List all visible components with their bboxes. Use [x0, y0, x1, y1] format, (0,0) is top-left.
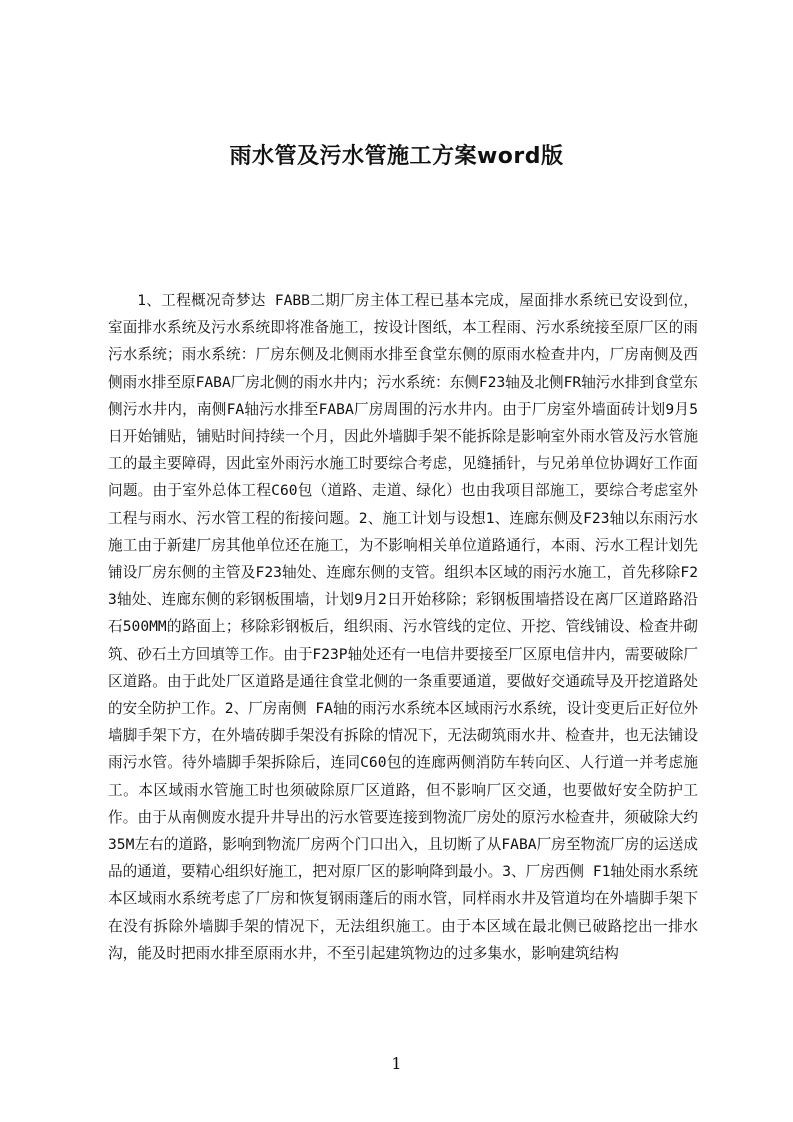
- page-number: 1: [391, 1054, 402, 1073]
- document-body: 1、工程概况奇梦达 FABB二期厂房主体工程已基本完成，屋面排水系统已安设到位，室面排水系统及污水系统即将准备施工，按设计图纸，本工程雨、污水系统接至原厂区的雨污水系统；雨水系统：厂房东侧及北侧雨水排至食堂东侧的原雨水检查井内，厂房南侧及西侧雨水排至原FABA厂房北侧的雨水井内；污水系统：东侧F23轴及北侧FR轴污水排到食堂东侧污水井内，南侧FA轴污水排至FABA厂房周围的污水井内。由于厂房室外墙面砖计划9月5日开始铺贴，铺贴时间持续一个月，因此外墙脚手架不能拆除是影响室外雨水管及污水管施工的最主要障碍，因此室外雨污水施工时要综合考虑，见缝插针，与兄弟单位协调好工作面问题。由于室外总体工程C60包（道路、走道、绿化）也由我项目部施工，要综合考虑室外工程与雨水、污水管工程的衔接问题。2、施工计划与设想1、连廊东侧及F23轴以东雨污水施工由于新建厂房其他单位还在施工，为不影响相关单位道路通行，本雨、污水工程计划先铺设厂房东侧的主管及F23轴处、连廊东侧的支管。组织本区域的雨污水施工，首先移除F23轴处、连廊东侧的彩钢板围墙，计划9月2日开始移除；彩钢板围墙搭设在离厂区道路路沿石500MM的路面上；移除彩钢板后，组织雨、污水管线的定位、开挖、管线铺设、检查井砌筑、砂石土方回填等工作。由于F23P轴处还有一电信井要接至厂区原电信井内，需要破除厂区道路。由于此处厂区道路是通往食堂北侧的一条重要通道，要做好交通疏导及开挖道路处的安全防护工作。2、厂房南侧 FA轴的雨污水系统本区域雨污水系统，设计变更后正好位外墙脚手架下方，在外墙砖脚手架没有拆除的情况下，无法砌筑雨水井、检查井，也无法铺设雨污水管。待外墙脚手架拆除后，连同C60包的连廊两侧消防车转向区、人行道一并考虑施工。本区域雨水管施工时也须破除原厂区道路，但不影响厂区交通，也要做好安全防护工作。由于从南侧废水提升井导出的污水管要连接到物流厂房处的原污水检查井，须破除大约35M左右的道路，影响到物流厂房两个门口出入，且切断了从FABA厂房至物流厂房的运送成品的通道，要精心组织好施工，把对原厂区的影响降到最小。3、厂房西侧 F1轴处雨水系统本区域雨水系统考虑了厂房和恢复钢雨蓬后的雨水管，同样雨水井及管道均在外墙脚手架下在没有拆除外墙脚手架的情况下，无法组织施工。由于本区域在最北侧已破路挖出一排水沟，能及时把雨水排至原雨水井，不至引起建筑物边的过多集水，影响建筑结构: [108, 292, 698, 962]
- page-title: 雨水管及污水管施工方案word版: [229, 144, 564, 169]
